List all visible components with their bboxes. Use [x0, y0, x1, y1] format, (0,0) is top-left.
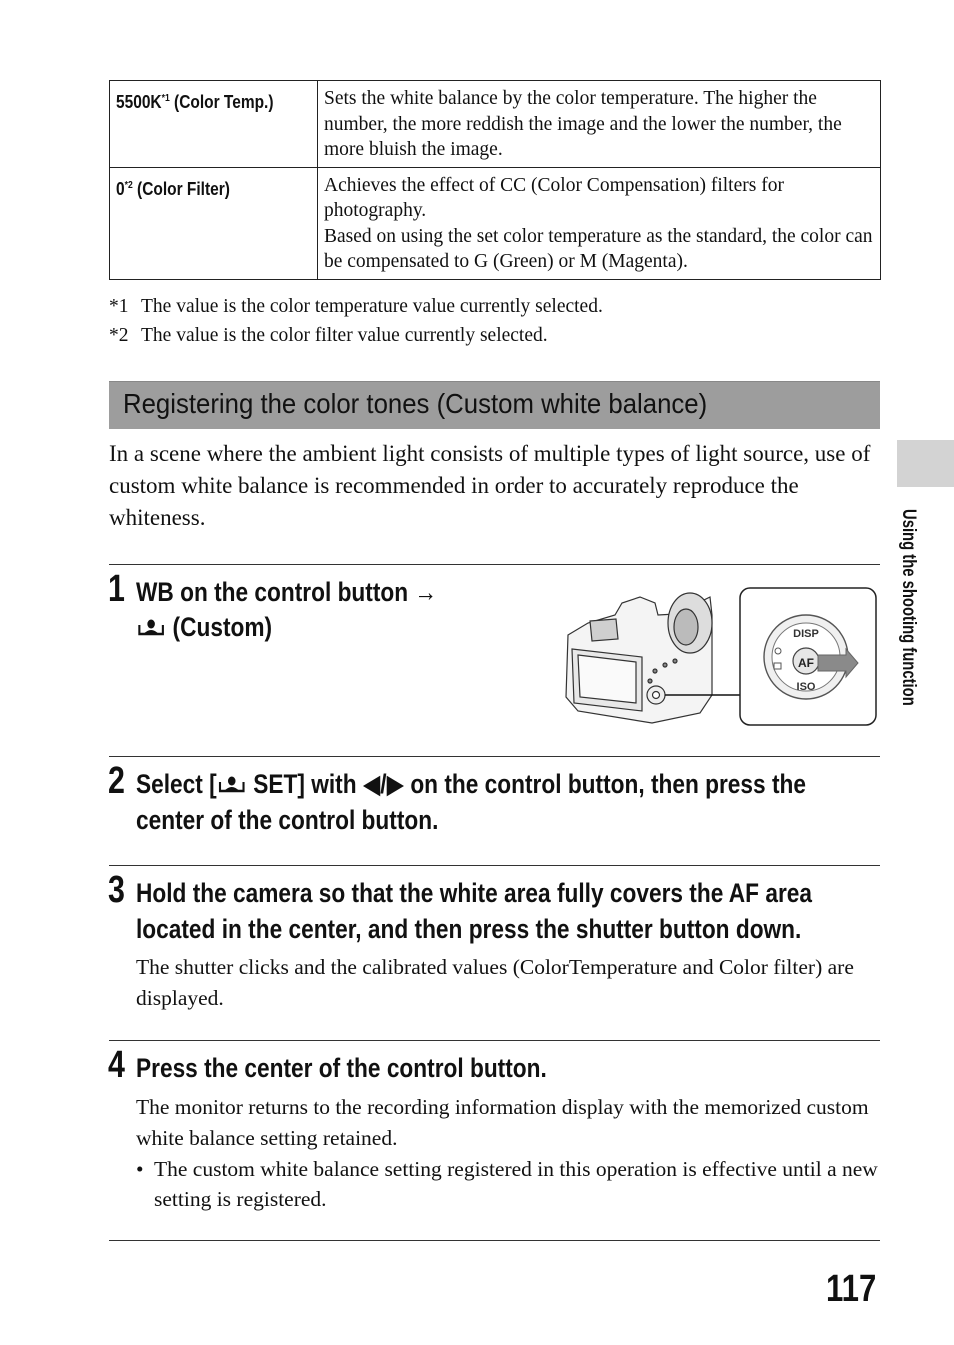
camera-illustration	[560, 585, 880, 730]
page-number: 117	[826, 1268, 877, 1310]
divider	[109, 865, 880, 866]
footnote	[109, 296, 603, 318]
key-value: 5500K	[116, 92, 162, 112]
table-desc-cell	[318, 167, 881, 279]
table-row	[110, 167, 881, 279]
desc-text: Based on using the set color temperature as the standard, the color can be compensated to G (Green) or M (Magenta).	[324, 225, 873, 272]
divider	[109, 756, 880, 757]
step-body: The monitor returns to the recording information display with the memorized custom white balance setting retained.	[136, 1095, 869, 1150]
chapter-tab	[897, 440, 954, 487]
step-title: center of the control button.	[136, 805, 439, 835]
step-body: The shutter clicks and the calibrated values (ColorTemperature and Color filter) are displayed.	[136, 955, 854, 1010]
control-button-dial	[740, 588, 876, 725]
step-number: 3	[108, 869, 125, 911]
divider	[109, 1040, 880, 1041]
step-title: (Custom)	[136, 609, 272, 645]
footnote-text: The value is the color filter value currently selected.	[141, 325, 548, 346]
key-label: (Color Temp.)	[169, 92, 274, 112]
custom-white-balance-icon	[136, 615, 166, 639]
bullet-item	[136, 1154, 881, 1214]
step-number: 4	[108, 1044, 125, 1086]
step-title: Select [ SET] with ◀/▶ on the control button, then press the	[136, 769, 806, 799]
chapter-label: Using the shooting function	[898, 509, 919, 706]
section-title: Registering the color tones (Custom white balance)	[123, 388, 708, 419]
custom-white-balance-icon	[217, 772, 247, 796]
step-title: Hold the camera so that the white area fully covers the AF area	[136, 878, 813, 908]
divider	[109, 1240, 880, 1241]
footnote-mark: *1	[109, 296, 129, 317]
table-key-cell	[110, 81, 318, 168]
key-value: 0	[116, 178, 125, 199]
key-label: (Color Filter)	[132, 178, 230, 199]
step-title: WB on the control button →	[136, 577, 438, 607]
footnote-ref: *1	[161, 93, 170, 104]
dial-center-label: AF	[798, 656, 814, 670]
footnote-mark: *2	[109, 325, 129, 346]
intro-paragraph: In a scene where the ambient light consists of multiple types of light source, use of custom white balance is recommended in order to accurately reproduce the whiteness.	[109, 441, 871, 530]
desc-text: Achieves the effect of CC (Color Compensation) filters for photography.	[324, 174, 784, 221]
desc-text: Sets the white balance by the color temperature. The higher the number, the more reddish the image and the lower the number, the more bluish the image.	[324, 88, 842, 160]
table-row	[110, 81, 881, 168]
step-title: Press the center of the control button.	[136, 1053, 547, 1083]
footnote	[109, 325, 548, 347]
step-number: 1	[108, 568, 125, 610]
table-key-cell	[110, 167, 318, 279]
step-number: 2	[108, 760, 125, 802]
dial-bottom-label: ISO	[796, 681, 816, 693]
table-desc-cell	[318, 81, 881, 168]
divider	[109, 564, 880, 565]
dial-top-label: DISP	[793, 628, 819, 640]
bullet-mark: •	[136, 1157, 144, 1181]
bullet-text: The custom white balance setting registered in this operation is effective until a new setting is registered.	[154, 1157, 878, 1211]
footnote-text: The value is the color temperature value currently selected.	[141, 296, 603, 317]
footnote-ref: *2	[124, 179, 133, 191]
step-title: located in the center, and then press the shutter button down.	[136, 914, 802, 944]
settings-table	[109, 80, 881, 280]
section-header	[109, 381, 880, 429]
